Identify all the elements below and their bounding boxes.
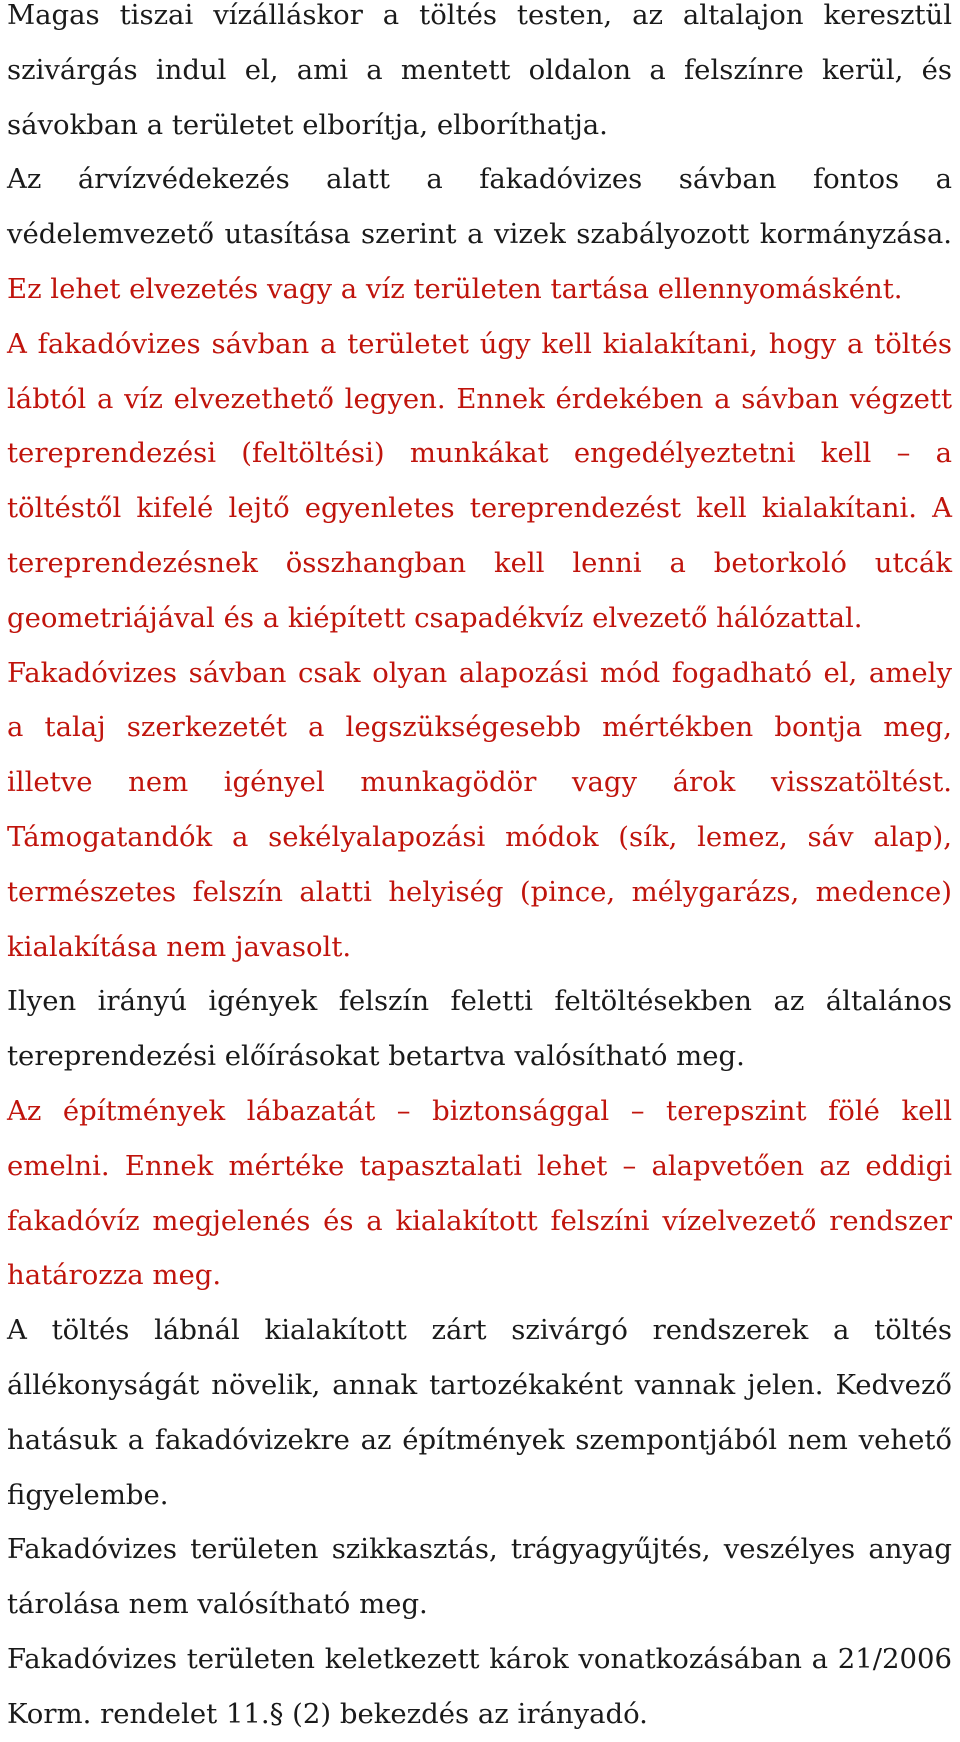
paragraph-text: Fakadóvizes területen keletkezett károk vonatkozásában a 21/2006 Korm. rendelet 11.§ (2) bekezdés az irányadó. [7, 1642, 952, 1730]
paragraph-plinth-elevation [7, 1084, 952, 1303]
paragraph-text: Az árvízvédekezés alatt a fakadóvizes sávban fontos a védelemvezető utasítása szerint a vizek szabályozott kormányzása. [7, 163, 952, 251]
paragraph-text: Magas tiszai vízálláskor a töltés testen, az altalajon keresztül szivárgás indul el, ami a mentett oldalon a felszínre kerül, és sávokban a területet elborítja, elboríthatja. [7, 0, 952, 141]
paragraph-text-highlight: Ez lehet elvezetés vagy a víz területen tartása ellennyomásként. [7, 272, 903, 305]
paragraph-fill-requirements [7, 974, 952, 1084]
paragraph-text: Fakadóvizes sávban csak olyan alapozási mód fogadható el, amely a talaj szerkezetét a legszükségesebb mértékben bontja meg, illetve nem igényel munkagödör vagy árok visszatöltést. Támogatandók a sekélyalapozási módok (sík, lemez, sáv alap), természetes felszín alatti helyiség (pince, mélygarázs, medence) kialakítása nem javasolt. [7, 656, 952, 963]
paragraph-text: Ilyen irányú igények felszín feletti feltöltésekben az általános tereprendezési előírásokat betartva valósítható meg. [7, 985, 952, 1073]
paragraph-text: A töltés lábnál kialakított zárt szivárgó rendszerek a töltés állékonyságát növelik, annak tartozékaként vannak jelen. Kedvező hatásuk a fakadóvizekre az építmények szempontjából nem vehető figyelembe. [7, 1314, 952, 1511]
paragraph-flood-defence [7, 152, 952, 316]
paragraph-text: A fakadóvizes sávban a területet úgy kell kialakítani, hogy a töltés lábtól a víz elvezethető legyen. Ennek érdekében a sávban végzett tereprendezési (feltöltési) munkákat engedélyeztetni kell – a töltéstől kifelé lejtő egyenletes tereprendezést kell kialakítani. A tereprendezésnek összhangban kell lenni a betorkoló utcák geometriájával és a kiépített csapadékvíz elvezető hálózattal. [7, 327, 952, 634]
paragraph-prohibited-activities [7, 1522, 952, 1632]
document-body [7, 0, 952, 1742]
paragraph-text: Fakadóvizes területen szikkasztás, trágyagyűjtés, veszélyes anyag tárolása nem valósítható meg. [7, 1533, 952, 1621]
paragraph-drainage-systems [7, 1303, 952, 1522]
paragraph-seepage-intro [7, 0, 952, 152]
paragraph-damage-regulation [7, 1632, 952, 1742]
paragraph-text: Az építmények lábazatát – biztonsággal – terepszint fölé kell emelni. Ennek mértéke tapasztalati lehet – alapvetően az eddigi fakadóvíz megjelenés és a kialakított felszíni vízelvezető rendszer határozza meg. [7, 1094, 952, 1292]
paragraph-foundation-methods [7, 646, 952, 975]
paragraph-terrain-design [7, 317, 952, 646]
